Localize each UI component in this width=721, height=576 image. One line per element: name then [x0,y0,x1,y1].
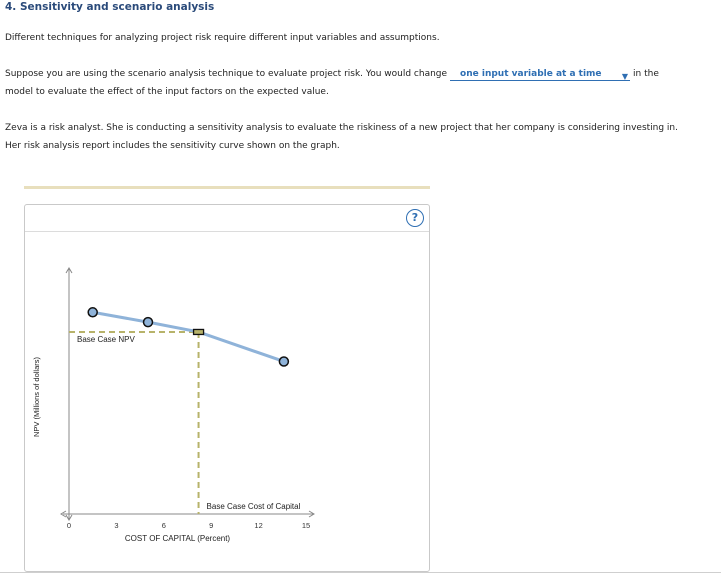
x-axis-label: COST OF CAPITAL (Percent) [124,534,231,543]
question-text-before: Suppose you are using the scenario analysis technique to evaluate project risk. You would change [5,69,448,79]
scenario-line-2: Her risk analysis report includes the sensitivity curve shown on the graph. [5,141,340,151]
x-tick-label: 3 [114,521,119,530]
help-icon[interactable]: ? [406,209,424,227]
data-point [144,318,153,327]
data-point [88,308,97,317]
base-coc-label: Base Case Cost of Capital [206,502,301,511]
question-line-2: model to evaluate the effect of the input factors on the expected value. [5,87,329,97]
x-tick-label: 12 [254,521,263,530]
question-text-after: in the [633,69,659,79]
x-tick-label: 9 [209,521,214,530]
chevron-down-icon: ▼ [621,72,629,81]
page-bottom-divider [0,572,721,573]
dropdown-selected-value: one input variable at a time [460,69,602,79]
intro-text: Different techniques for analyzing project risk require different input variables and assumptions. [5,33,440,43]
x-tick-label: 0 [66,521,72,530]
x-tick-label: 6 [161,521,166,530]
data-point [279,357,288,366]
base-case-marker [194,329,204,334]
scenario-line-1: Zeva is a risk analyst. She is conducting a sensitivity analysis to evaluate the riskiness of a new project that her company is considering investing in. [5,123,679,133]
y-axis-label: NPV (Millions of dollars) [32,356,41,438]
section-title: 4. Sensitivity and scenario analysis [5,1,215,13]
x-tick-label: 15 [301,521,311,530]
base-npv-label: Base Case NPV [77,334,135,344]
